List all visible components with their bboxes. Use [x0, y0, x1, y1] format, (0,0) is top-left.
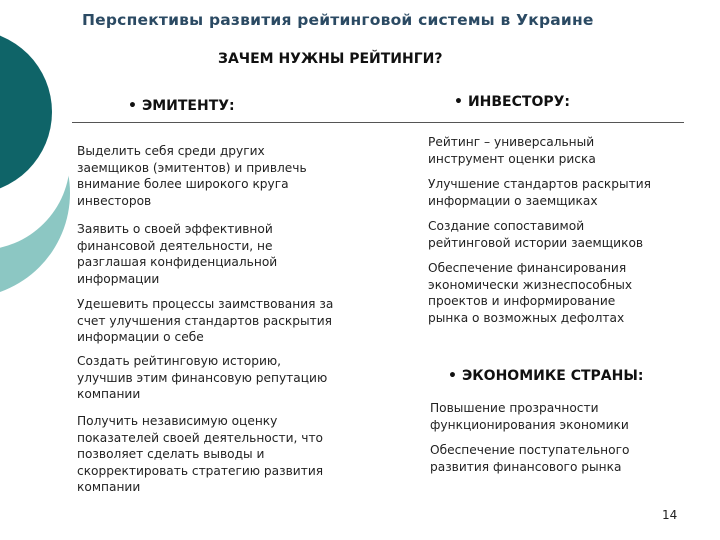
text-line: компании — [77, 387, 141, 402]
text-line: Рейтинг – универсальный — [428, 135, 595, 149]
issuer-item — [77, 143, 307, 209]
issuer-item — [77, 353, 327, 403]
text-line: информации — [77, 271, 160, 286]
text-line: Выделить себя среди других — [77, 144, 265, 158]
text-line: Удешевить процессы заимствования за — [77, 297, 334, 311]
issuer-heading-label: ЭМИТЕНТУ: — [141, 98, 235, 114]
text-line: проектов и информирование — [428, 294, 616, 309]
text-line: инструмент оценки риска — [428, 151, 596, 166]
text-line: скорректировать стратегию развития — [77, 463, 324, 478]
issuer-item — [77, 296, 333, 346]
investor-item — [428, 260, 632, 326]
text-line: рейтинговой истории заемщиков — [428, 235, 644, 250]
text-line: инвесторов — [77, 193, 152, 208]
text-line: информации о заемщиках — [428, 193, 598, 208]
issuer-heading — [128, 98, 235, 114]
text-line: Повышение прозрачности — [430, 401, 599, 415]
bullet-icon: • — [448, 368, 457, 384]
text-line: финансовой деятельности, не — [77, 238, 273, 253]
investor-item — [428, 218, 643, 251]
text-line: счет улучшения стандартов раскрытия — [77, 313, 332, 328]
text-line: рынка о возможных дефолтах — [428, 310, 625, 325]
bullet-icon: • — [454, 94, 463, 110]
text-line: Создать рейтинговую историю, — [77, 354, 281, 368]
text-line: улучшив этим финансовую репутацию — [77, 370, 328, 385]
text-line: Создание сопоставимой — [428, 219, 585, 233]
issuer-item — [77, 221, 277, 287]
economy-heading-label: ЭКОНОМИКЕ СТРАНЫ: — [461, 368, 644, 384]
text-line: экономически жизнеспособных — [428, 277, 633, 292]
issuer-item — [77, 413, 323, 496]
investor-item — [428, 176, 651, 209]
text-line: информации о себе — [77, 330, 204, 345]
slide-subtitle: ЗАЧЕМ НУЖНЫ РЕЙТИНГИ? — [218, 51, 443, 67]
text-line: компании — [77, 480, 141, 495]
text-line: позволяет сделать выводы и — [77, 447, 265, 462]
page-number: 14 — [662, 508, 678, 522]
divider-line — [72, 122, 684, 123]
text-line: функционирования экономики — [430, 417, 629, 432]
text-line: Улучшение стандартов раскрытия — [428, 177, 651, 191]
text-line: Обеспечение поступательного — [430, 443, 630, 457]
slide-title: Перспективы развития рейтинговой системы в Украине — [82, 11, 594, 29]
investor-item — [428, 134, 596, 167]
economy-item — [430, 400, 629, 433]
investor-heading-label: ИНВЕСТОРУ: — [467, 94, 570, 110]
text-line: Заявить о своей эффективной — [77, 222, 273, 236]
text-line: Получить независимую оценку — [77, 414, 278, 428]
economy-heading — [448, 368, 643, 384]
text-line: внимание более широкого круга — [77, 177, 289, 192]
economy-item — [430, 442, 629, 475]
bullet-icon: • — [128, 98, 137, 114]
text-line: Обеспечение финансирования — [428, 261, 627, 275]
text-line: развития финансового рынка — [430, 459, 622, 474]
text-line: разглашая конфиденциальной — [77, 255, 278, 270]
investor-heading — [454, 94, 570, 110]
text-line: заемщиков (эмитентов) и привлечь — [77, 160, 307, 175]
text-line: показателей своей деятельности, что — [77, 430, 323, 445]
